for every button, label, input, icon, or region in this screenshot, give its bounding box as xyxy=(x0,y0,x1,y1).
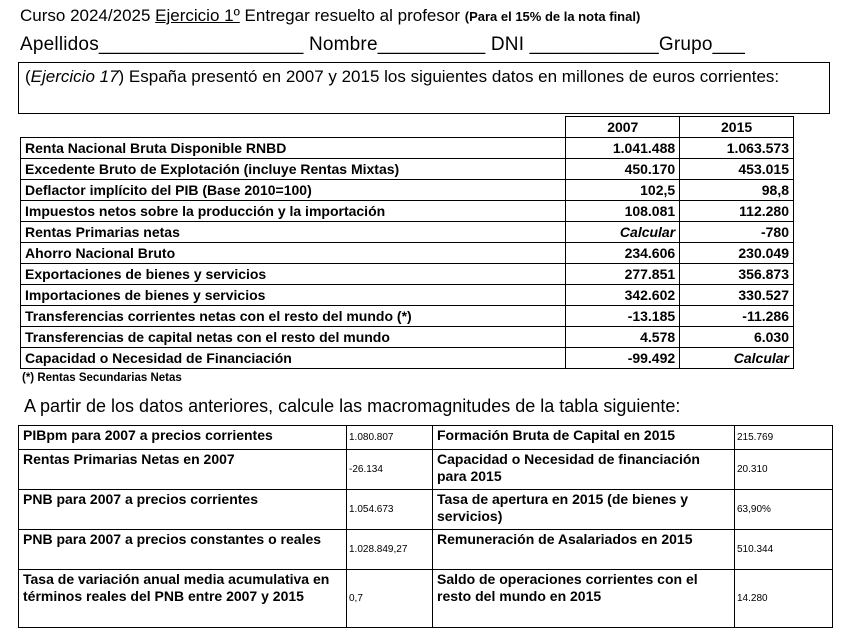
value-2007: 108.081 xyxy=(566,201,680,222)
result-label: PIBpm para 2007 a precios corrientes xyxy=(19,426,347,450)
row-label: Importaciones de bienes y servicios xyxy=(21,285,566,306)
value-2015: -11.286 xyxy=(680,306,794,327)
result-value: 1.028.849,27 xyxy=(347,530,433,570)
result-label: Tasa de apertura en 2015 (de bienes y servicios) xyxy=(433,490,735,530)
table-row xyxy=(21,243,794,264)
value-2015: 1.063.573 xyxy=(680,138,794,159)
table-row xyxy=(21,285,794,306)
row-label: Capacidad o Necesidad de Financiación xyxy=(21,348,566,369)
value-2015: -780 xyxy=(680,222,794,243)
table-row xyxy=(21,201,794,222)
value-2015: 112.280 xyxy=(680,201,794,222)
value-2007: Calcular xyxy=(566,222,680,243)
result-label: Capacidad o Necesidad de financiación para 2015 xyxy=(433,450,735,490)
table-row xyxy=(19,450,833,490)
instruction-label: Entregar resuelto al profesor xyxy=(244,6,460,25)
result-label: Tasa de variación anual media acumulativa en términos reales del PNB entre 2007 y 2015 xyxy=(19,570,347,628)
result-label: Saldo de operaciones corrientes con el resto del mundo en 2015 xyxy=(433,570,735,628)
value-2015: 356.873 xyxy=(680,264,794,285)
result-value: 1.080.807 xyxy=(347,426,433,450)
table-row xyxy=(21,180,794,201)
empty-header-cell xyxy=(21,117,566,138)
table-row xyxy=(19,426,833,450)
header-line xyxy=(20,6,640,26)
result-value: 63,90% xyxy=(735,490,833,530)
table-row xyxy=(21,264,794,285)
result-label: Remuneración de Asalariados en 2015 xyxy=(433,530,735,570)
exercise-statement-text: ) España presentó en 2007 y 2015 los siguientes datos en millones de euros corrientes: xyxy=(118,67,780,86)
row-label: Ahorro Nacional Bruto xyxy=(21,243,566,264)
row-label: Impuestos netos sobre la producción y la importación xyxy=(21,201,566,222)
value-2007: -99.492 xyxy=(566,348,680,369)
data-table xyxy=(20,116,794,369)
table-row xyxy=(21,222,794,243)
result-label: Rentas Primarias Netas en 2007 xyxy=(19,450,347,490)
table-row xyxy=(21,306,794,327)
row-label: Renta Nacional Bruta Disponible RNBD xyxy=(21,138,566,159)
value-2007: 234.606 xyxy=(566,243,680,264)
row-label: Rentas Primarias netas xyxy=(21,222,566,243)
value-2007: 102,5 xyxy=(566,180,680,201)
results-intro: A partir de los datos anteriores, calcule las macromagnitudes de la tabla siguiente: xyxy=(24,396,681,416)
value-2015: 453.015 xyxy=(680,159,794,180)
row-label: Transferencias de capital netas con el resto del mundo xyxy=(21,327,566,348)
value-2015: 6.030 xyxy=(680,327,794,348)
table-row xyxy=(19,530,833,570)
value-2015: 230.049 xyxy=(680,243,794,264)
table-row xyxy=(21,159,794,180)
exercise-statement: (Ejercicio 17) España presentó en 2007 y 2015 los siguientes datos en millones de euros corrientes: xyxy=(18,62,830,114)
results-table xyxy=(18,425,833,628)
value-2007: 4.578 xyxy=(566,327,680,348)
exercise-statement-label: Ejercicio 17 xyxy=(30,67,119,86)
result-value: 510.344 xyxy=(735,530,833,570)
column-header-2015: 2015 xyxy=(680,117,794,138)
result-label: PNB para 2007 a precios constantes o reales xyxy=(19,530,347,570)
table-row xyxy=(19,570,833,628)
value-2015: 98,8 xyxy=(680,180,794,201)
footnote: (*) Rentas Secundarias Netas xyxy=(22,372,182,384)
value-2007: 450.170 xyxy=(566,159,680,180)
result-value: 14.280 xyxy=(735,570,833,628)
value-2007: 1.041.488 xyxy=(566,138,680,159)
result-value: 1.054.673 xyxy=(347,490,433,530)
table-row xyxy=(21,327,794,348)
value-2007: 277.851 xyxy=(566,264,680,285)
data-table-header-row xyxy=(21,117,794,138)
result-value: -26.134 xyxy=(347,450,433,490)
row-label: Transferencias corrientes netas con el resto del mundo (*) xyxy=(21,306,566,327)
table-row xyxy=(21,348,794,369)
grade-note: (Para el 15% de la nota final) xyxy=(464,9,641,24)
value-2015: Calcular xyxy=(680,348,794,369)
column-header-2007: 2007 xyxy=(566,117,680,138)
table-row xyxy=(19,490,833,530)
exercise-label: Ejercicio 1º xyxy=(155,6,240,25)
row-label: Exportaciones de bienes y servicios xyxy=(21,264,566,285)
student-info-line: Apellidos___________________ Nombre__________ DNI ____________Grupo___ xyxy=(20,34,745,55)
result-label: Formación Bruta de Capital en 2015 xyxy=(433,426,735,450)
row-label: Excedente Bruto de Explotación (incluye Rentas Mixtas) xyxy=(21,159,566,180)
result-value: 215.769 xyxy=(735,426,833,450)
value-2007: 342.602 xyxy=(566,285,680,306)
result-value: 0,7 xyxy=(347,570,433,628)
result-value: 20.310 xyxy=(735,450,833,490)
course-label: Curso 2024/2025 xyxy=(20,6,151,25)
row-label: Deflactor implícito del PIB (Base 2010=100) xyxy=(21,180,566,201)
value-2007: -13.185 xyxy=(566,306,680,327)
table-row xyxy=(21,138,794,159)
result-label: PNB para 2007 a precios corrientes xyxy=(19,490,347,530)
value-2015: 330.527 xyxy=(680,285,794,306)
